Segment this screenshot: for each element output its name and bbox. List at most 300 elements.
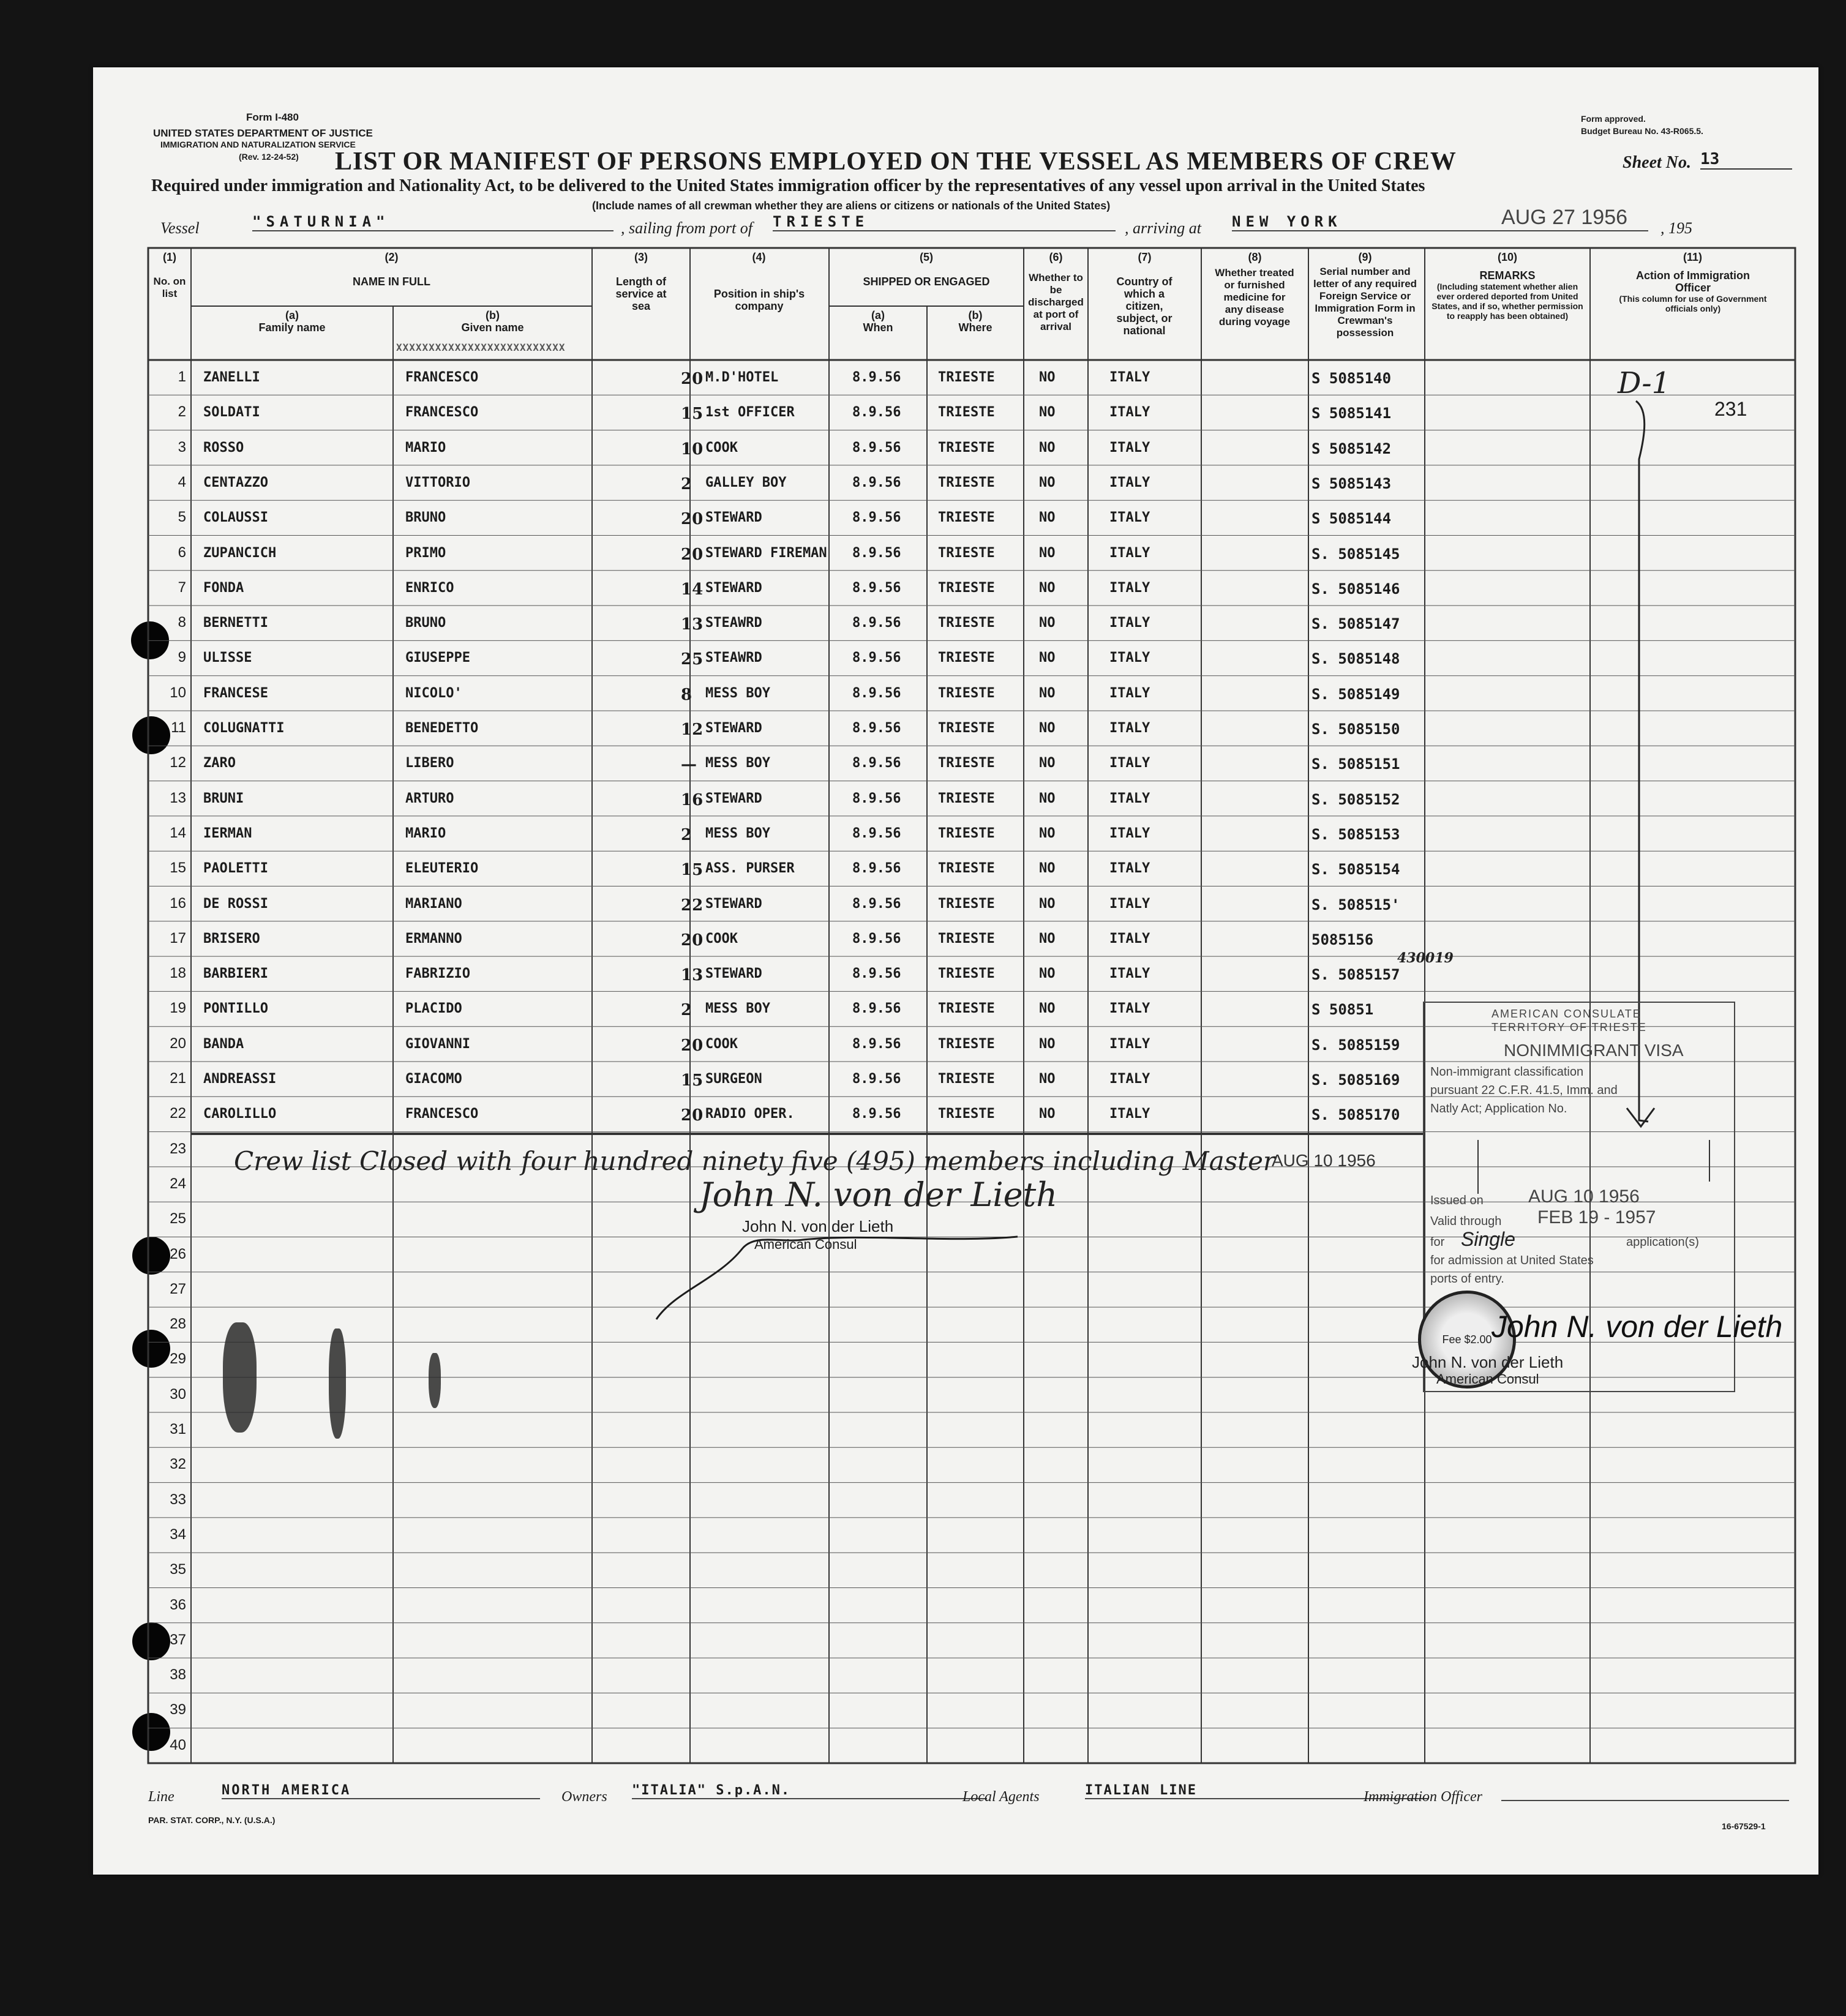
family-name-cell: ROSSO [203, 440, 244, 455]
position-cell: STEWARD [705, 896, 762, 912]
row-number: 8 [178, 614, 186, 631]
col2-header: (2) NAME IN FULL [353, 251, 430, 288]
row-number: 34 [170, 1526, 186, 1543]
shipped-when-cell: 8.9.56 [852, 931, 901, 946]
discharge-cell: NO [1039, 721, 1056, 736]
subtitle: Required under immigration and Nationality Act, to be delivered to the United States immigration officer by the representatives of any vessel upon arrival in the United States [151, 176, 1425, 195]
visa-application: Natly Act; Application No. [1430, 1102, 1567, 1115]
row-number: 40 [170, 1736, 186, 1753]
serial-note: 430019 [1397, 950, 1454, 967]
col3-header: (3) Length of service at sea [615, 251, 667, 312]
serial-number-cell: S. 5085145 [1311, 545, 1400, 563]
position-cell: M.D'HOTEL [705, 370, 779, 385]
family-name-cell: ZANELLI [203, 370, 260, 385]
given-name-cell: FRANCESCO [405, 370, 479, 385]
row-number: 4 [178, 473, 186, 490]
family-name-cell: PONTILLO [203, 1001, 268, 1017]
shipped-when-cell: 8.9.56 [852, 685, 901, 701]
position-cell: MESS BOY [705, 755, 770, 771]
row-number: 19 [170, 1000, 186, 1017]
shipped-when-cell: 8.9.56 [852, 1001, 901, 1017]
given-name-cell: FABRIZIO [405, 966, 470, 982]
family-name-cell: FRANCESE [203, 685, 268, 701]
visa-admission: for admission at United States [1430, 1254, 1594, 1267]
service-length-cell: 10 [681, 440, 704, 459]
family-name-cell: FONDA [203, 580, 244, 596]
row-number: 23 [170, 1140, 186, 1157]
strikeout-mark: XXXXXXXXXXXXXXXXXXXXXXXXXX [396, 342, 566, 353]
row-number: 29 [170, 1351, 186, 1368]
shipped-where-cell: TRIESTE [938, 510, 995, 526]
service-length-cell: 2 [681, 474, 692, 493]
position-cell: 1st OFFICER [705, 405, 795, 421]
shipped-when-cell: 8.9.56 [852, 825, 901, 841]
closing-note: Crew list Closed with four hundred ninety five (495) members including Master [234, 1146, 1275, 1176]
country-cell: ITALY [1109, 825, 1150, 841]
shipped-where-cell: TRIESTE [938, 825, 995, 841]
col4-header: (4) Position in ship's company [713, 251, 805, 312]
service-length-cell: 20 [681, 1036, 704, 1055]
row-number: 37 [170, 1631, 186, 1648]
row-number: 32 [170, 1456, 186, 1473]
discharge-cell: NO [1039, 896, 1056, 912]
row-number: 30 [170, 1385, 186, 1403]
visa-classification: Non-immigrant classification [1430, 1065, 1584, 1079]
service-length-cell: 20 [681, 545, 704, 564]
given-name-cell: ELEUTERIO [405, 861, 479, 877]
serial-number-cell: S. 5085169 [1311, 1071, 1400, 1089]
visa-consul-title: American Consul [1436, 1371, 1539, 1387]
nonimmigrant-visa-stamp [1412, 1002, 1783, 1392]
serial-number-cell: S 5085144 [1311, 510, 1392, 528]
row-number: 20 [170, 1035, 186, 1052]
service-line: IMMIGRATION AND NATURALIZATION SERVICE [160, 140, 356, 149]
year-label: , 195 [1660, 219, 1692, 237]
arriving-port: NEW YORK [1232, 213, 1648, 231]
country-cell: ITALY [1109, 1106, 1150, 1122]
given-name-cell: FRANCESCO [405, 405, 479, 421]
shipped-where-cell: TRIESTE [938, 545, 995, 561]
row-number: 33 [170, 1491, 186, 1508]
line-label: Line [148, 1789, 174, 1805]
shipped-where-cell: TRIESTE [938, 580, 995, 596]
ink-smudge [223, 1322, 257, 1433]
family-name-cell: CAROLILLO [203, 1106, 277, 1122]
position-cell: ASS. PURSER [705, 861, 795, 877]
position-cell: STEWARD [705, 580, 762, 596]
serial-number-cell: S. 5085159 [1311, 1036, 1400, 1054]
revision: (Rev. 12-24-52) [239, 152, 299, 162]
serial-number-cell: S. 5085150 [1311, 721, 1400, 738]
position-cell: COOK [705, 440, 738, 455]
family-name-cell: ZUPANCICH [203, 545, 277, 561]
visa-fee: Fee $2.00 [1442, 1333, 1492, 1346]
country-cell: ITALY [1109, 896, 1150, 912]
discharge-cell: NO [1039, 685, 1056, 701]
position-cell: SURGEON [705, 1071, 762, 1087]
visa-for-value: Single [1461, 1228, 1515, 1250]
col5-header: (5) SHIPPED OR ENGAGED [863, 251, 990, 288]
department-line: UNITED STATES DEPARTMENT OF JUSTICE [153, 127, 373, 139]
row-number: 38 [170, 1666, 186, 1684]
discharge-cell: NO [1039, 966, 1056, 982]
consul-title: American Consul [754, 1237, 857, 1252]
family-name-cell: SOLDATI [203, 405, 260, 421]
visa-territory: TERRITORY OF TRIESTE [1491, 1021, 1647, 1033]
shipped-when-cell: 8.9.56 [852, 405, 901, 421]
discharge-cell: NO [1039, 790, 1056, 806]
given-name-cell: ENRICO [405, 580, 454, 596]
sailing-label: , sailing from port of [621, 219, 753, 237]
shipped-when-cell: 8.9.56 [852, 615, 901, 631]
shipped-when-cell: 8.9.56 [852, 474, 901, 490]
given-name-cell: GIUSEPPE [405, 650, 470, 666]
family-name-cell: BANDA [203, 1036, 244, 1052]
discharge-cell: NO [1039, 510, 1056, 526]
family-name-cell: PAOLETTI [203, 861, 268, 877]
visa-signature: John N. von der Lieth [1491, 1310, 1783, 1344]
row-number: 3 [178, 438, 186, 455]
discharge-cell: NO [1039, 615, 1056, 631]
country-cell: ITALY [1109, 474, 1150, 490]
serial-number-cell: S. 5085149 [1311, 685, 1400, 703]
serial-number-cell: S. 5085154 [1311, 861, 1400, 879]
ink-smudge [429, 1353, 441, 1408]
service-length-cell: 20 [681, 370, 704, 388]
shipped-where-cell: TRIESTE [938, 755, 995, 771]
position-cell: STEWARD FIREMAN [705, 545, 827, 561]
row-number: 11 [171, 719, 186, 736]
vessel-name: "SATURNIA" [252, 213, 613, 231]
shipped-where-cell: TRIESTE [938, 440, 995, 455]
given-name-cell: ERMANNO [405, 931, 462, 946]
owners-value: "ITALIA" S.p.A.N. [632, 1783, 987, 1799]
row-number: 36 [170, 1596, 186, 1613]
discharge-cell: NO [1039, 580, 1056, 596]
visa-ports: ports of entry. [1430, 1272, 1504, 1286]
position-cell: STEWARD [705, 721, 762, 736]
discharge-cell: NO [1039, 474, 1056, 490]
discharge-cell: NO [1039, 861, 1056, 877]
action-mark: D-1 [1618, 366, 1671, 400]
shipped-when-cell: 8.9.56 [852, 1071, 901, 1087]
row-number: 35 [170, 1561, 186, 1578]
col11-header: (11) Action of Immigration Officer (This column for use of Government officials only) [1619, 251, 1767, 313]
service-length-cell: 20 [681, 1106, 704, 1125]
shipped-where-cell: TRIESTE [938, 474, 995, 490]
service-length-cell: 20 [681, 510, 704, 529]
country-cell: ITALY [1109, 931, 1150, 946]
given-name-cell: BRUNO [405, 510, 446, 526]
service-length-cell: 25 [681, 650, 704, 669]
country-cell: ITALY [1109, 721, 1150, 736]
country-cell: ITALY [1109, 755, 1150, 771]
country-cell: ITALY [1109, 545, 1150, 561]
printer-line: PAR. STAT. CORP., N.Y. (U.S.A.) [148, 1815, 276, 1825]
discharge-cell: NO [1039, 545, 1056, 561]
row-number: 9 [178, 649, 186, 666]
shipped-where-cell: TRIESTE [938, 370, 995, 385]
position-cell: COOK [705, 931, 738, 946]
row-number: 27 [170, 1280, 186, 1297]
service-length-cell: 15 [681, 1071, 704, 1090]
serial-number-cell: S 5085143 [1311, 474, 1392, 492]
family-name-cell: DE ROSSI [203, 896, 268, 912]
serial-number-cell: 5085156 [1311, 931, 1374, 948]
discharge-cell: NO [1039, 1036, 1056, 1052]
position-cell: GALLEY BOY [705, 474, 787, 490]
shipped-when-cell: 8.9.56 [852, 440, 901, 455]
position-cell: STEAWRD [705, 650, 762, 666]
shipped-where-cell: TRIESTE [938, 861, 995, 877]
visa-valid-date: FEB 19 - 1957 [1537, 1207, 1656, 1227]
row-number: 15 [170, 860, 186, 877]
discharge-cell: NO [1039, 825, 1056, 841]
sheet-number: 13 [1700, 150, 1792, 170]
budget-bureau: Budget Bureau No. 43-R065.5. [1581, 126, 1703, 136]
col10-header: (10) REMARKS (Including statement whether alien ever ordered deported from United States, and if so, whether permission to reapply has been obtained) [1431, 251, 1583, 321]
row-number: 1 [178, 369, 186, 385]
sailing-port: TRIESTE [773, 213, 1116, 231]
position-cell: STEAWRD [705, 615, 762, 631]
shipped-when-cell: 8.9.56 [852, 1106, 901, 1122]
visa-valid-label: Valid through [1430, 1215, 1502, 1228]
shipped-where-cell: TRIESTE [938, 1036, 995, 1052]
row-number: 18 [170, 965, 186, 982]
country-cell: ITALY [1109, 966, 1150, 982]
shipped-where-cell: TRIESTE [938, 896, 995, 912]
row-number: 17 [170, 929, 186, 946]
service-length-cell: 8 [681, 685, 692, 704]
shipped-where-cell: TRIESTE [938, 650, 995, 666]
arriving-label: , arriving at [1125, 219, 1201, 237]
col6-header: (6) Whether to be discharged at port of arrival [1028, 251, 1084, 332]
given-name-cell: LIBERO [405, 755, 454, 771]
position-cell: STEWARD [705, 790, 762, 806]
visa-consulate: AMERICAN CONSULATE [1491, 1008, 1642, 1020]
discharge-cell: NO [1039, 1071, 1056, 1087]
position-cell: COOK [705, 1036, 738, 1052]
serial-number-cell: S. 5085153 [1311, 825, 1400, 843]
family-name-cell: BERNETTI [203, 615, 268, 631]
row-number: 14 [170, 824, 186, 841]
visa-application-count: application(s) [1626, 1235, 1699, 1249]
serial-number-cell: S. 5085147 [1311, 615, 1400, 633]
col5a-header: (a) When [863, 309, 893, 334]
consul-name: John N. von der Lieth [742, 1217, 894, 1235]
col7-header: (7) Country of which a citizen, subject, or national [1116, 251, 1173, 337]
country-cell: ITALY [1109, 1036, 1150, 1052]
arrow-line [93, 67, 1818, 1875]
row-number: 24 [170, 1175, 186, 1192]
discharge-cell: NO [1039, 1106, 1056, 1122]
corner-number: 231 [1714, 398, 1747, 420]
row-number: 10 [170, 684, 186, 701]
immigration-officer-line [1501, 1800, 1789, 1801]
shipped-where-cell: TRIESTE [938, 931, 995, 946]
row-number: 22 [170, 1105, 186, 1122]
service-length-cell: 2 [681, 1001, 692, 1020]
visa-consul-name: John N. von der Lieth [1412, 1353, 1564, 1371]
given-name-cell: MARIANO [405, 896, 462, 912]
serial-number-cell: S 5085141 [1311, 405, 1392, 422]
family-name-cell: ZARO [203, 755, 236, 771]
service-length-cell: — [681, 755, 697, 774]
given-name-cell: GIACOMO [405, 1071, 462, 1087]
row-number: 16 [170, 894, 186, 912]
shipped-where-cell: TRIESTE [938, 1106, 995, 1122]
family-name-cell: IERMAN [203, 825, 252, 841]
col8-header: (8) Whether treated or furnished medicine for any disease during voyage [1215, 251, 1294, 328]
shipped-where-cell: TRIESTE [938, 615, 995, 631]
col2b-header: (b) Given name [461, 309, 524, 334]
approval-line: Form approved. [1581, 114, 1646, 124]
form-code: 16-67529-1 [1722, 1821, 1766, 1831]
row-number: 21 [170, 1070, 186, 1087]
discharge-cell: NO [1039, 755, 1056, 771]
shipped-when-cell: 8.9.56 [852, 370, 901, 385]
row-number: 28 [170, 1316, 186, 1333]
given-name-cell: MARIO [405, 440, 446, 455]
shipped-where-cell: TRIESTE [938, 790, 995, 806]
discharge-cell: NO [1039, 370, 1056, 385]
given-name-cell: NICOLO' [405, 685, 462, 701]
row-number: 31 [170, 1421, 186, 1437]
service-length-cell: 20 [681, 931, 704, 950]
family-name-cell: BARBIERI [203, 966, 268, 982]
row-number: 39 [170, 1701, 186, 1718]
shipped-when-cell: 8.9.56 [852, 721, 901, 736]
visa-regulation: pursuant 22 C.F.R. 41.5, Imm. and [1430, 1084, 1618, 1097]
vessel-label: Vessel [160, 219, 200, 237]
shipped-when-cell: 8.9.56 [852, 861, 901, 877]
ink-smudge [329, 1328, 346, 1439]
row-number: 25 [170, 1210, 186, 1227]
agents-label: Local Agents [962, 1789, 1040, 1805]
serial-number-cell: S 5085140 [1311, 370, 1392, 387]
arrival-date-stamp: AUG 27 1956 [1501, 206, 1628, 229]
agents-value: ITALIAN LINE [1085, 1783, 1428, 1799]
position-cell: RADIO OPER. [705, 1106, 795, 1122]
col1-header: (1) No. on list [153, 251, 186, 299]
shipped-where-cell: TRIESTE [938, 721, 995, 736]
line-value: NORTH AMERICA [222, 1783, 540, 1799]
service-length-cell: 15 [681, 405, 704, 424]
shipped-where-cell: TRIESTE [938, 1071, 995, 1087]
position-cell: STEWARD [705, 966, 762, 982]
serial-number-cell: S. 5085151 [1311, 755, 1400, 773]
shipped-when-cell: 8.9.56 [852, 966, 901, 982]
discharge-cell: NO [1039, 650, 1056, 666]
country-cell: ITALY [1109, 861, 1150, 877]
shipped-when-cell: 8.9.56 [852, 545, 901, 561]
discharge-cell: NO [1039, 931, 1056, 946]
family-name-cell: COLUGNATTI [203, 721, 285, 736]
include-note: (Include names of all crewman whether they are aliens or citizens or nationals of the United States) [592, 200, 1111, 212]
shipped-when-cell: 8.9.56 [852, 1036, 901, 1052]
form-number: Form I-480 [246, 111, 299, 123]
service-length-cell: 13 [681, 615, 704, 634]
given-name-cell: PRIMO [405, 545, 446, 561]
country-cell: ITALY [1109, 685, 1150, 701]
col2a-header: (a) Family name [258, 309, 326, 334]
given-name-cell: VITTORIO [405, 474, 470, 490]
service-length-cell: 15 [681, 861, 704, 880]
given-name-cell: FRANCESCO [405, 1106, 479, 1122]
family-name-cell: COLAUSSI [203, 510, 268, 526]
visa-issued-date: AUG 10 1956 [1528, 1186, 1640, 1207]
sheet-label: Sheet No. [1623, 153, 1691, 172]
country-cell: ITALY [1109, 1001, 1150, 1017]
given-name-cell: GIOVANNI [405, 1036, 470, 1052]
given-name-cell: PLACIDO [405, 1001, 462, 1017]
shipped-where-cell: TRIESTE [938, 966, 995, 982]
service-length-cell: 22 [681, 896, 704, 915]
service-length-cell: 12 [681, 721, 704, 739]
country-cell: ITALY [1109, 1071, 1150, 1087]
row-number: 13 [170, 789, 186, 806]
service-length-cell: 2 [681, 825, 692, 844]
country-cell: ITALY [1109, 440, 1150, 455]
row-number: 5 [178, 509, 186, 526]
given-name-cell: ARTURO [405, 790, 454, 806]
shipped-when-cell: 8.9.56 [852, 755, 901, 771]
serial-number-cell: S. 508515' [1311, 896, 1400, 913]
col9-header: (9) Serial number and letter of any required Foreign Service or Immigration Form in Crewman's possession [1313, 251, 1417, 339]
shipped-when-cell: 8.9.56 [852, 580, 901, 596]
country-cell: ITALY [1109, 790, 1150, 806]
serial-number-cell: S. 5085146 [1311, 580, 1400, 598]
given-name-cell: BRUNO [405, 615, 446, 631]
position-cell: MESS BOY [705, 685, 770, 701]
family-name-cell: ULISSE [203, 650, 252, 666]
country-cell: ITALY [1109, 650, 1150, 666]
given-name-cell: MARIO [405, 825, 446, 841]
service-length-cell: 13 [681, 966, 704, 985]
discharge-cell: NO [1039, 440, 1056, 455]
serial-number-cell: S 5085142 [1311, 440, 1392, 457]
closing-date-stamp: AUG 10 1956 [1272, 1151, 1376, 1170]
position-cell: STEWARD [705, 510, 762, 526]
country-cell: ITALY [1109, 615, 1150, 631]
discharge-cell: NO [1039, 1001, 1056, 1017]
visa-issued-label: Issued on [1430, 1194, 1484, 1207]
given-name-cell: BENEDETTO [405, 721, 479, 736]
country-cell: ITALY [1109, 510, 1150, 526]
row-number: 26 [170, 1245, 186, 1262]
position-cell: MESS BOY [705, 1001, 770, 1017]
shipped-when-cell: 8.9.56 [852, 896, 901, 912]
visa-for-label: for [1430, 1235, 1445, 1249]
family-name-cell: BRISERO [203, 931, 260, 946]
row-number: 6 [178, 544, 186, 561]
visa-title: NONIMMIGRANT VISA [1504, 1041, 1684, 1060]
discharge-cell: NO [1039, 405, 1056, 421]
shipped-when-cell: 8.9.56 [852, 650, 901, 666]
family-name-cell: BRUNI [203, 790, 244, 806]
manifest-sheet [93, 67, 1818, 1875]
serial-number-cell: S. 5085157 [1311, 966, 1400, 984]
row-number: 2 [178, 403, 186, 421]
family-name-cell: CENTAZZO [203, 474, 268, 490]
shipped-where-cell: TRIESTE [938, 1001, 995, 1017]
immigration-officer-label: Immigration Officer [1364, 1789, 1482, 1805]
position-cell: MESS BOY [705, 825, 770, 841]
col5b-header: (b) Where [958, 309, 992, 334]
family-name-cell: ANDREASSI [203, 1071, 277, 1087]
service-length-cell: 16 [681, 790, 704, 809]
page-title: LIST OR MANIFEST OF PERSONS EMPLOYED ON THE VESSEL AS MEMBERS OF CREW [335, 148, 1457, 176]
